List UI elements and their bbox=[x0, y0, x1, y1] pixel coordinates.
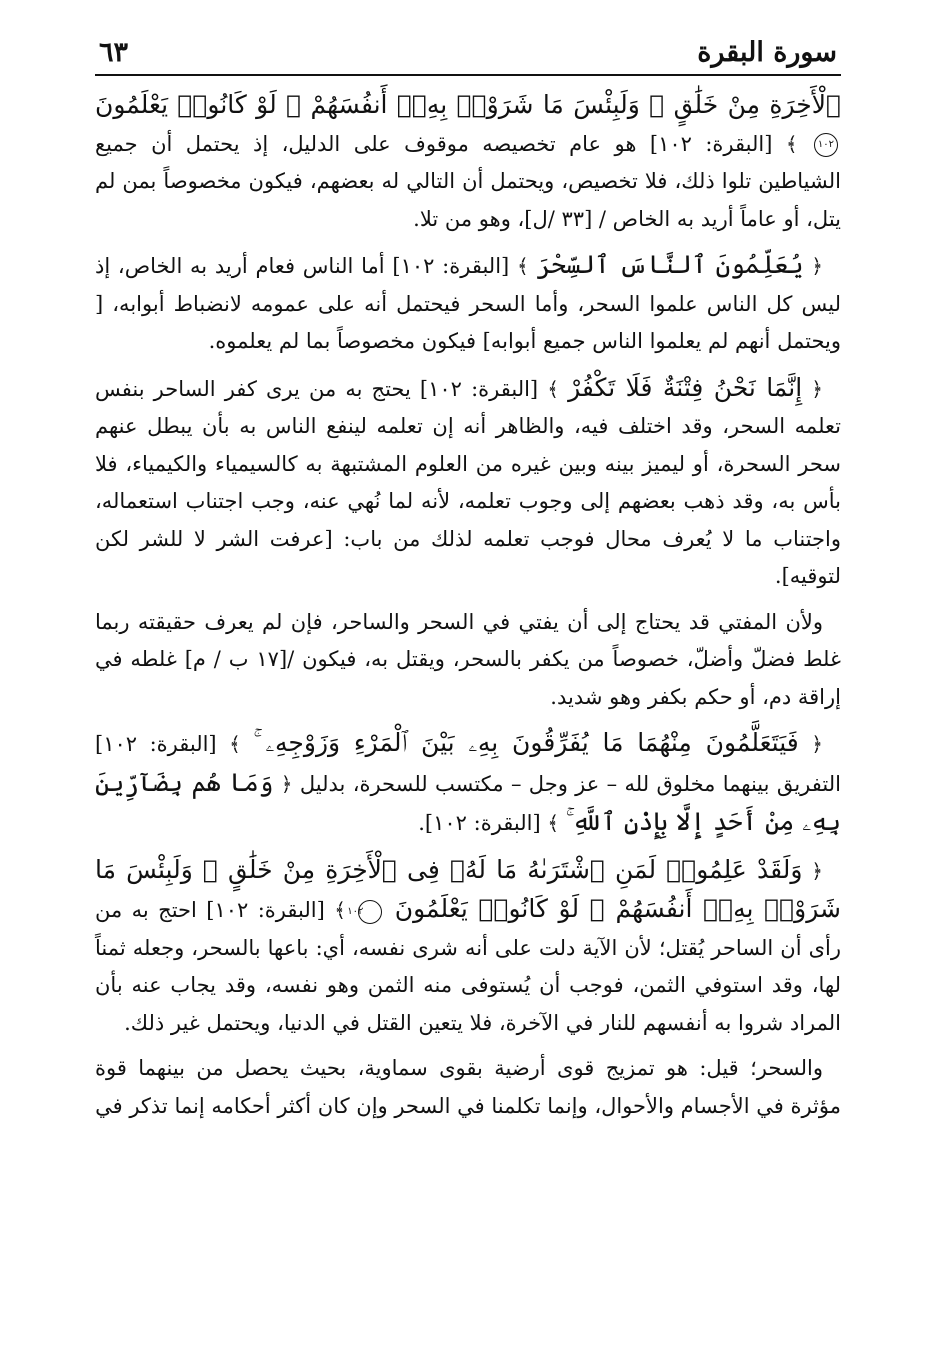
paragraph-6 bbox=[95, 851, 841, 1043]
quran-verse: ٱلْأَخِرَةِ مِنْ خَلَٰقٍ ۚ وَلَبِئْسَ مَا شَرَوْا۟ بِهِۦٓ أَنفُسَهُمْ ۚ لَوْ كَانُوا۟ يَعْلَمُونَ bbox=[95, 90, 841, 119]
commentary-text: [البقرة: ١٠٢]. bbox=[418, 811, 541, 835]
ornate-bracket-close: ﴾ bbox=[547, 811, 560, 835]
commentary-text: والسحر؛ قيل: هو تمزيج قوى أرضية بقوى سماوية، بحيث يحصل من بينهما قوة مؤثرة في الأجسام والأحوال، وإنما تكلمنا في السحر وإن كان أكثر أحكامه إنما تذكر في bbox=[95, 1056, 841, 1118]
paragraph-3 bbox=[95, 369, 841, 596]
ornate-bracket-open: ﴿ bbox=[811, 858, 823, 883]
ayah-end-marker-icon: ١٠٢ bbox=[358, 900, 382, 924]
quran-verse: فَيَتَعَلَّمُونَ مِنْهُمَا مَا يُفَرِّقُونَ بِهِۦ بَيْنَ ٱلْمَرْءِ وَزَوْجِهِۦ ۚ bbox=[253, 728, 799, 757]
ornate-bracket-open: ﴿ bbox=[811, 254, 823, 278]
ornate-bracket-open: ﴿ bbox=[280, 771, 293, 796]
paragraph-1 bbox=[95, 86, 841, 238]
commentary-text: [البقرة: ١٠٢] احتج به من رأى أن الساحر يُقتل؛ لأن الآية دلت على أنه شرى نفسه، أي: باعها بالسحر، وجعله ثمناً لها، وقد استوفي الثمن، فوجب أن يُستوفى منه الثمن وهو نفسه، وقد يجاب عنه بأن المراد شروا به أنفسهم للنار في الآخرة، فلا يتعين القتل في الدنيا، ويحتمل غير ذلك. bbox=[95, 898, 841, 1035]
ornate-bracket-close: ﴾ bbox=[547, 376, 559, 401]
commentary-text: [البقرة: ١٠٢] يحتج به من يرى كفر الساحر بنفس تعلمه السحر، وقد اختلف فيه، والظاهر أنه إن تعلمه لينفع الناس به بأن يبطل عنهم سحر السحرة، أو ليميز بينه وبين غيره من العلوم المشتبهة به كالسيمياء والكيمياء، فلا بأس به، وقد ذهب بعضهم إلى وجوب تعلمه، لأنه لما نُهي عنه، وجب اجتناب استعماله، واجتناب ما لا يُعرف محال فوجب تعلمه لذلك من باب: [عرفت الشر لا للشر لكن لتوقيه]. bbox=[95, 376, 841, 588]
paragraph-4 bbox=[95, 604, 841, 717]
page-body bbox=[95, 86, 841, 1125]
ornate-bracket-close: ﴾ bbox=[516, 254, 529, 278]
quran-verse: إِنَّمَا نَحْنُ فِتْنَةٌ فَلَا تَكْفُرْ bbox=[568, 372, 803, 402]
paragraph-5 bbox=[95, 724, 841, 843]
book-page bbox=[95, 28, 841, 1125]
ayah-end-marker-icon: ١٠٢ bbox=[814, 133, 838, 157]
quran-verse: يُعَلِّمُونَ ٱلنَّاسَ ٱلسِّحْرَ bbox=[536, 250, 804, 279]
commentary-text: [البقرة: ١٠٢] التفريق بينهما مخلوق لله – عز وجل – مكتسب للسحرة، بدليل bbox=[95, 732, 841, 796]
commentary-text: ولأن المفتي قد يحتاج إلى أن يفتي في السحر والساحر، فإن لم يعرف حقيقته ربما غلط فضلّ وأضلّ، خصوصاً من يكفر بالسحر، ويقتل به، فيكون /[١٧ ب / م] غلطه في إراقة دم، أو حكم بكفر وهو شديد. bbox=[95, 609, 841, 709]
surah-title: سورة البقرة bbox=[697, 37, 837, 68]
ornate-bracket-close: ﴾ bbox=[785, 131, 798, 156]
ornate-bracket-close: ﴾ bbox=[334, 898, 346, 922]
ornate-bracket-open: ﴿ bbox=[811, 732, 823, 756]
ornate-bracket-open: ﴿ bbox=[811, 376, 823, 401]
page-header bbox=[95, 28, 841, 76]
ornate-bracket-close: ﴾ bbox=[229, 732, 241, 756]
commentary-text: [البقرة: ١٠٢] أما الناس فعام أريد به الخاص، إذ ليس كل الناس علموا السحر، وأما السحر فيحتمل أنه على عمومه لانضباط أبوابه، [ ويحتمل أنهم لم يعلموا الناس جميع أبوابه] فيكون مخصوصاً بما لم يعلموه. bbox=[95, 254, 841, 353]
paragraph-2 bbox=[95, 246, 841, 361]
commentary-text: [البقرة: ١٠٢] هو عام تخصيصه موقوف على الدليل، إذ يحتمل أن جميع الشياطين تلوا ذلك، فلا تخصيص، ويحتمل أن التالي له بعضهم، فيكون مخصوصاً بمن لم يتل، أو عاماً أريد به الخاص / [٣٣ /ل]، وهو من تلا. bbox=[95, 131, 841, 231]
page-number: ٦٣ bbox=[99, 37, 129, 68]
paragraph-7 bbox=[95, 1050, 841, 1125]
quran-verse: وَلَقَدْ عَلِمُوا۟ لَمَنِ ٱشْتَرَىٰهُ مَا لَهُۥ فِى ٱلْأَخِرَةِ مِنْ خَلَٰقٍ ۚ وَلَبِئْسَ مَا شَرَوْا۟ بِهِۦٓ أَنفُسَهُمْ ۚ لَوْ كَانُوا۟ يَعْلَمُونَ bbox=[95, 854, 841, 923]
quran-verse: وَمَا هُم بِضَآرِّينَ بِهِۦ مِنْ أَحَدٍ إِلَّا بِإِذْنِ ٱللَّهِ ۚ bbox=[95, 767, 841, 836]
